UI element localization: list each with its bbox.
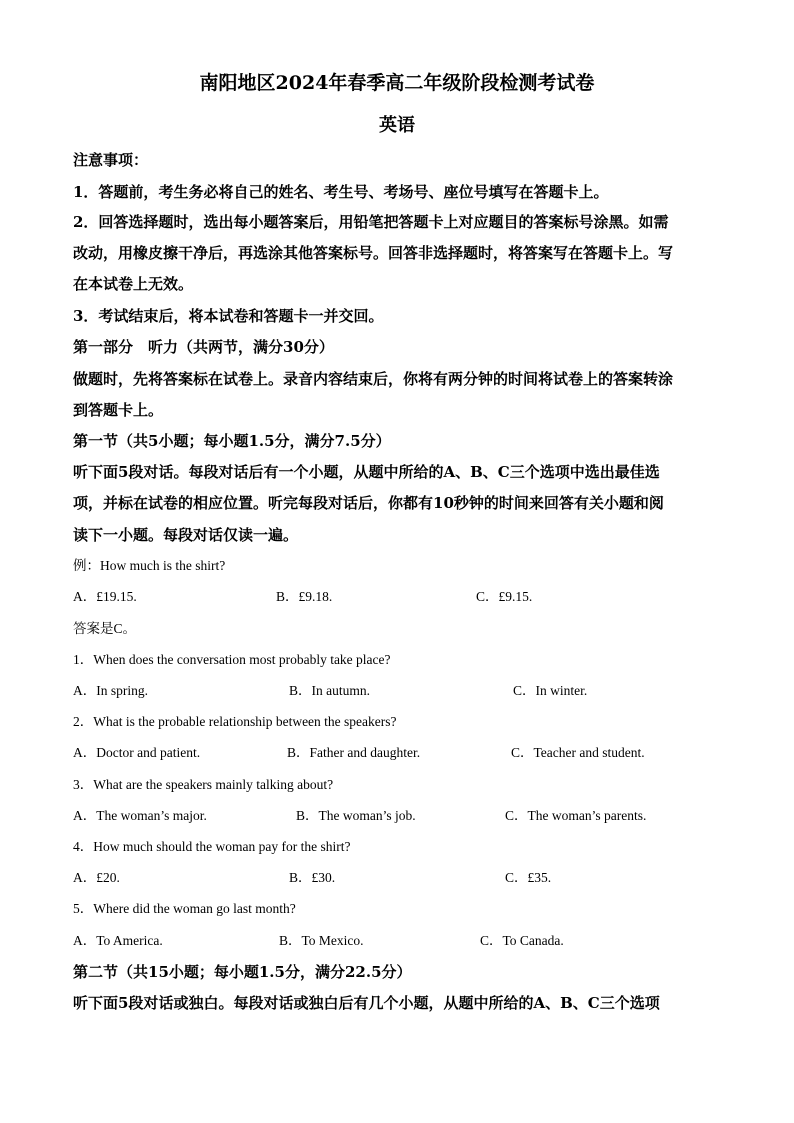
notice-heading: 注意事项：: [73, 151, 149, 169]
example-option-b: B．£9.18.: [276, 589, 333, 604]
question-3-option-a: A．The woman’s major.: [73, 808, 207, 823]
exam-title: 南阳地区2024年春季高二年级阶段检测考试卷: [199, 72, 595, 94]
question-4-option-b: B．£30.: [289, 870, 336, 885]
part1-heading: 第一部分 听力（共两节，满分30分）: [73, 338, 334, 356]
question-2-option-b: B．Father and daughter.: [287, 745, 421, 760]
question-2: 2．What is the probable relationship between the speakers?: [73, 714, 397, 729]
question-5: 5．Where did the woman go last month?: [73, 901, 296, 916]
question-5-option-b: B．To Mexico.: [279, 933, 364, 948]
question-1-option-b: B．In autumn.: [289, 683, 370, 698]
section2-heading: 第二节（共15小题；每小题1.5分，满分22.5分）: [73, 963, 412, 981]
part1-instruction-line-1: 做题时，先将答案标在试卷上。录音内容结束后，你将有两分钟的时间将试卷上的答案转涂: [73, 370, 674, 388]
subject-title: 英语: [379, 115, 415, 136]
question-3-option-b: B．The woman’s job.: [296, 808, 416, 823]
section1-instruction-line-1: 听下面5段对话。每段对话后有一个小题，从题中所给的A、B、C三个选项中选出最佳选: [73, 463, 660, 481]
question-4: 4．How much should the woman pay for the shirt?: [73, 839, 351, 854]
question-4-option-a: A．£20.: [73, 870, 120, 885]
notice-item-2-line-1: 2．回答选择题时，选出每小题答案后，用铅笔把答题卡上对应题目的答案标号涂黑。如需: [73, 213, 669, 231]
example-answer: 答案是C。: [73, 621, 137, 636]
notice-item-3: 3．考试结束后，将本试卷和答题卡一并交回。: [73, 307, 384, 325]
section1-heading: 第一节（共5小题；每小题1.5分，满分7.5分）: [73, 432, 391, 450]
notice-item-2-line-2: 改动，用橡皮擦干净后，再选涂其他答案标号。回答非选择题时，将答案写在答题卡上。写: [73, 244, 674, 262]
question-3-option-c: C．The woman’s parents.: [505, 808, 647, 823]
question-2-option-a: A．Doctor and patient.: [73, 745, 201, 760]
question-1: 1．When does the conversation most probably take place?: [73, 652, 391, 667]
part1-instruction-line-2: 到答题卡上。: [73, 401, 164, 419]
question-3: 3．What are the speakers mainly talking about?: [73, 777, 334, 792]
section2-instruction-line-1: 听下面5段对话或独白。每段对话或独白后有几个小题，从题中所给的A、B、C三个选项: [73, 994, 660, 1012]
question-2-option-c: C．Teacher and student.: [511, 745, 645, 760]
example-option-c: C．£9.15.: [476, 589, 533, 604]
notice-item-2-line-3: 在本试卷上无效。: [73, 275, 194, 293]
example-question: 例：How much is the shirt?: [73, 558, 226, 573]
question-1-option-a: A．In spring.: [73, 683, 148, 698]
section1-instruction-line-2: 项，并标在试卷的相应位置。听完每段对话后，你都有10秒钟的时间来回答有关小题和阅: [73, 494, 664, 512]
question-4-option-c: C．£35.: [505, 870, 552, 885]
question-5-option-a: A．To America.: [73, 933, 163, 948]
question-5-option-c: C．To Canada.: [480, 933, 564, 948]
question-1-option-c: C．In winter.: [513, 683, 588, 698]
example-option-a: A．£19.15.: [73, 589, 137, 604]
notice-item-1: 1．答题前，考生务必将自己的姓名、考生号、考场号、座位号填写在答题卡上。: [73, 183, 609, 201]
section1-instruction-line-3: 读下一小题。每段对话仅读一遍。: [73, 526, 299, 544]
